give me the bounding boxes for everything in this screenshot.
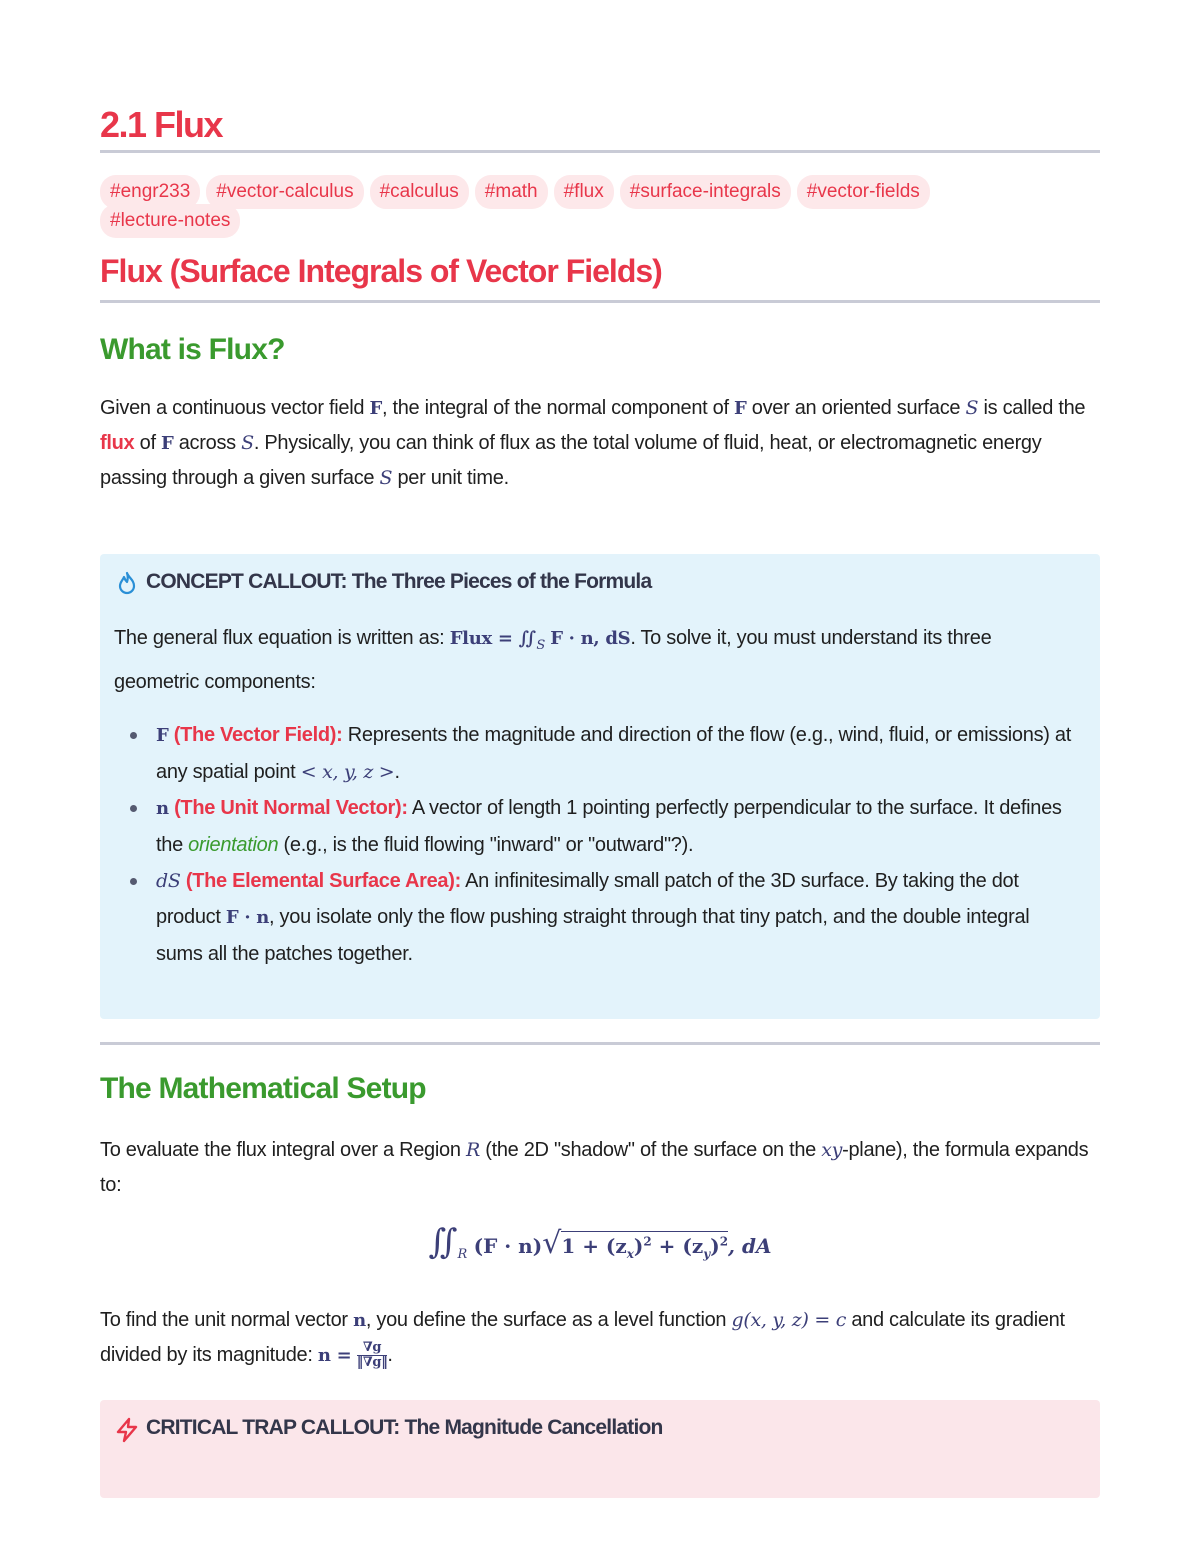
tag[interactable]: #surface-integrals [620, 175, 791, 209]
trap-callout-title: CRITICAL TRAP CALLOUT: The Magnitude Cancellation [146, 1416, 663, 1439]
flux-integral-formula: $∬_R$ $(F \cdot n)√1 + (z_x)^2 + (z_y)^2$, dA [428, 1222, 772, 1262]
tag[interactable]: #calculus [370, 175, 469, 209]
orientation-term: orientation [188, 834, 279, 856]
lightning-icon [114, 1417, 140, 1443]
concept-callout-title: CONCEPT CALLOUT: The Three Pieces of the Formula [146, 570, 652, 593]
tag[interactable]: #vector-calculus [206, 175, 363, 209]
section-divider [100, 300, 1100, 303]
heading-math-setup: The Mathematical Setup [100, 1072, 426, 1105]
list-item: dS (The Elemental Surface Area): An infinitesimally small patch of the 3D surface. By taking the dot product F · n, you isolate only the flow pushing straight through that tiny patch, and the double integral sums all the patches together. [114, 863, 1074, 972]
horizontal-divider [100, 1042, 1100, 1045]
formula-components-list [114, 717, 1074, 972]
flame-icon [116, 571, 138, 595]
concept-callout-intro: The general flux equation is written as: Flux = $∬_S$ F · n, dS. To solve it, you must understand its three geometric components: [114, 627, 992, 693]
trap-callout [100, 1400, 1100, 1498]
unit-normal-paragraph: To find the unit normal vector n, you define the surface as a level function g(x, y, z) = c and calculate its gradient divided by its magnitude: n = $\frac{\nabla g}{‖\nabla g‖}$ . [100, 1309, 1065, 1371]
page-title: 2.1 Flux [100, 104, 223, 145]
tag[interactable]: #vector-fields [797, 175, 930, 209]
math-setup-paragraph: To evaluate the flux integral over a Region R (the 2D "shadow" of the surface on the xy-plane), the formula expands to: [100, 1139, 1089, 1196]
list-item: n (The Unit Normal Vector): A vector of length 1 pointing perfectly perpendicular to the surface. It defines the orientation (e.g., is the fluid flowing "inward" or "outward"?). [114, 790, 1074, 863]
tag[interactable]: #math [475, 175, 548, 209]
tag[interactable]: #engr233 [100, 175, 200, 209]
tag-list [100, 175, 1100, 209]
list-item: F (The Vector Field): Represents the magnitude and direction of the flow (e.g., wind, fluid, or emissions) at any spatial point < x, y, z >. [114, 717, 1074, 790]
tag[interactable]: #lecture-notes [100, 204, 240, 238]
section-title: Flux (Surface Integrals of Vector Fields) [100, 253, 662, 289]
title-divider [100, 150, 1100, 153]
heading-what-is-flux: What is Flux? [100, 333, 285, 366]
flux-term: flux [100, 432, 135, 454]
tag-list-row-2 [100, 204, 246, 238]
tag[interactable]: #flux [554, 175, 614, 209]
flux-definition-paragraph: Given a continuous vector field F, the integral of the normal component of F over an oriented surface S is called the flux of F across S. Physically, you can think of flux as the total volume of fluid, heat, or electromagnetic energy passing through a given surface S per unit time. [100, 397, 1086, 489]
